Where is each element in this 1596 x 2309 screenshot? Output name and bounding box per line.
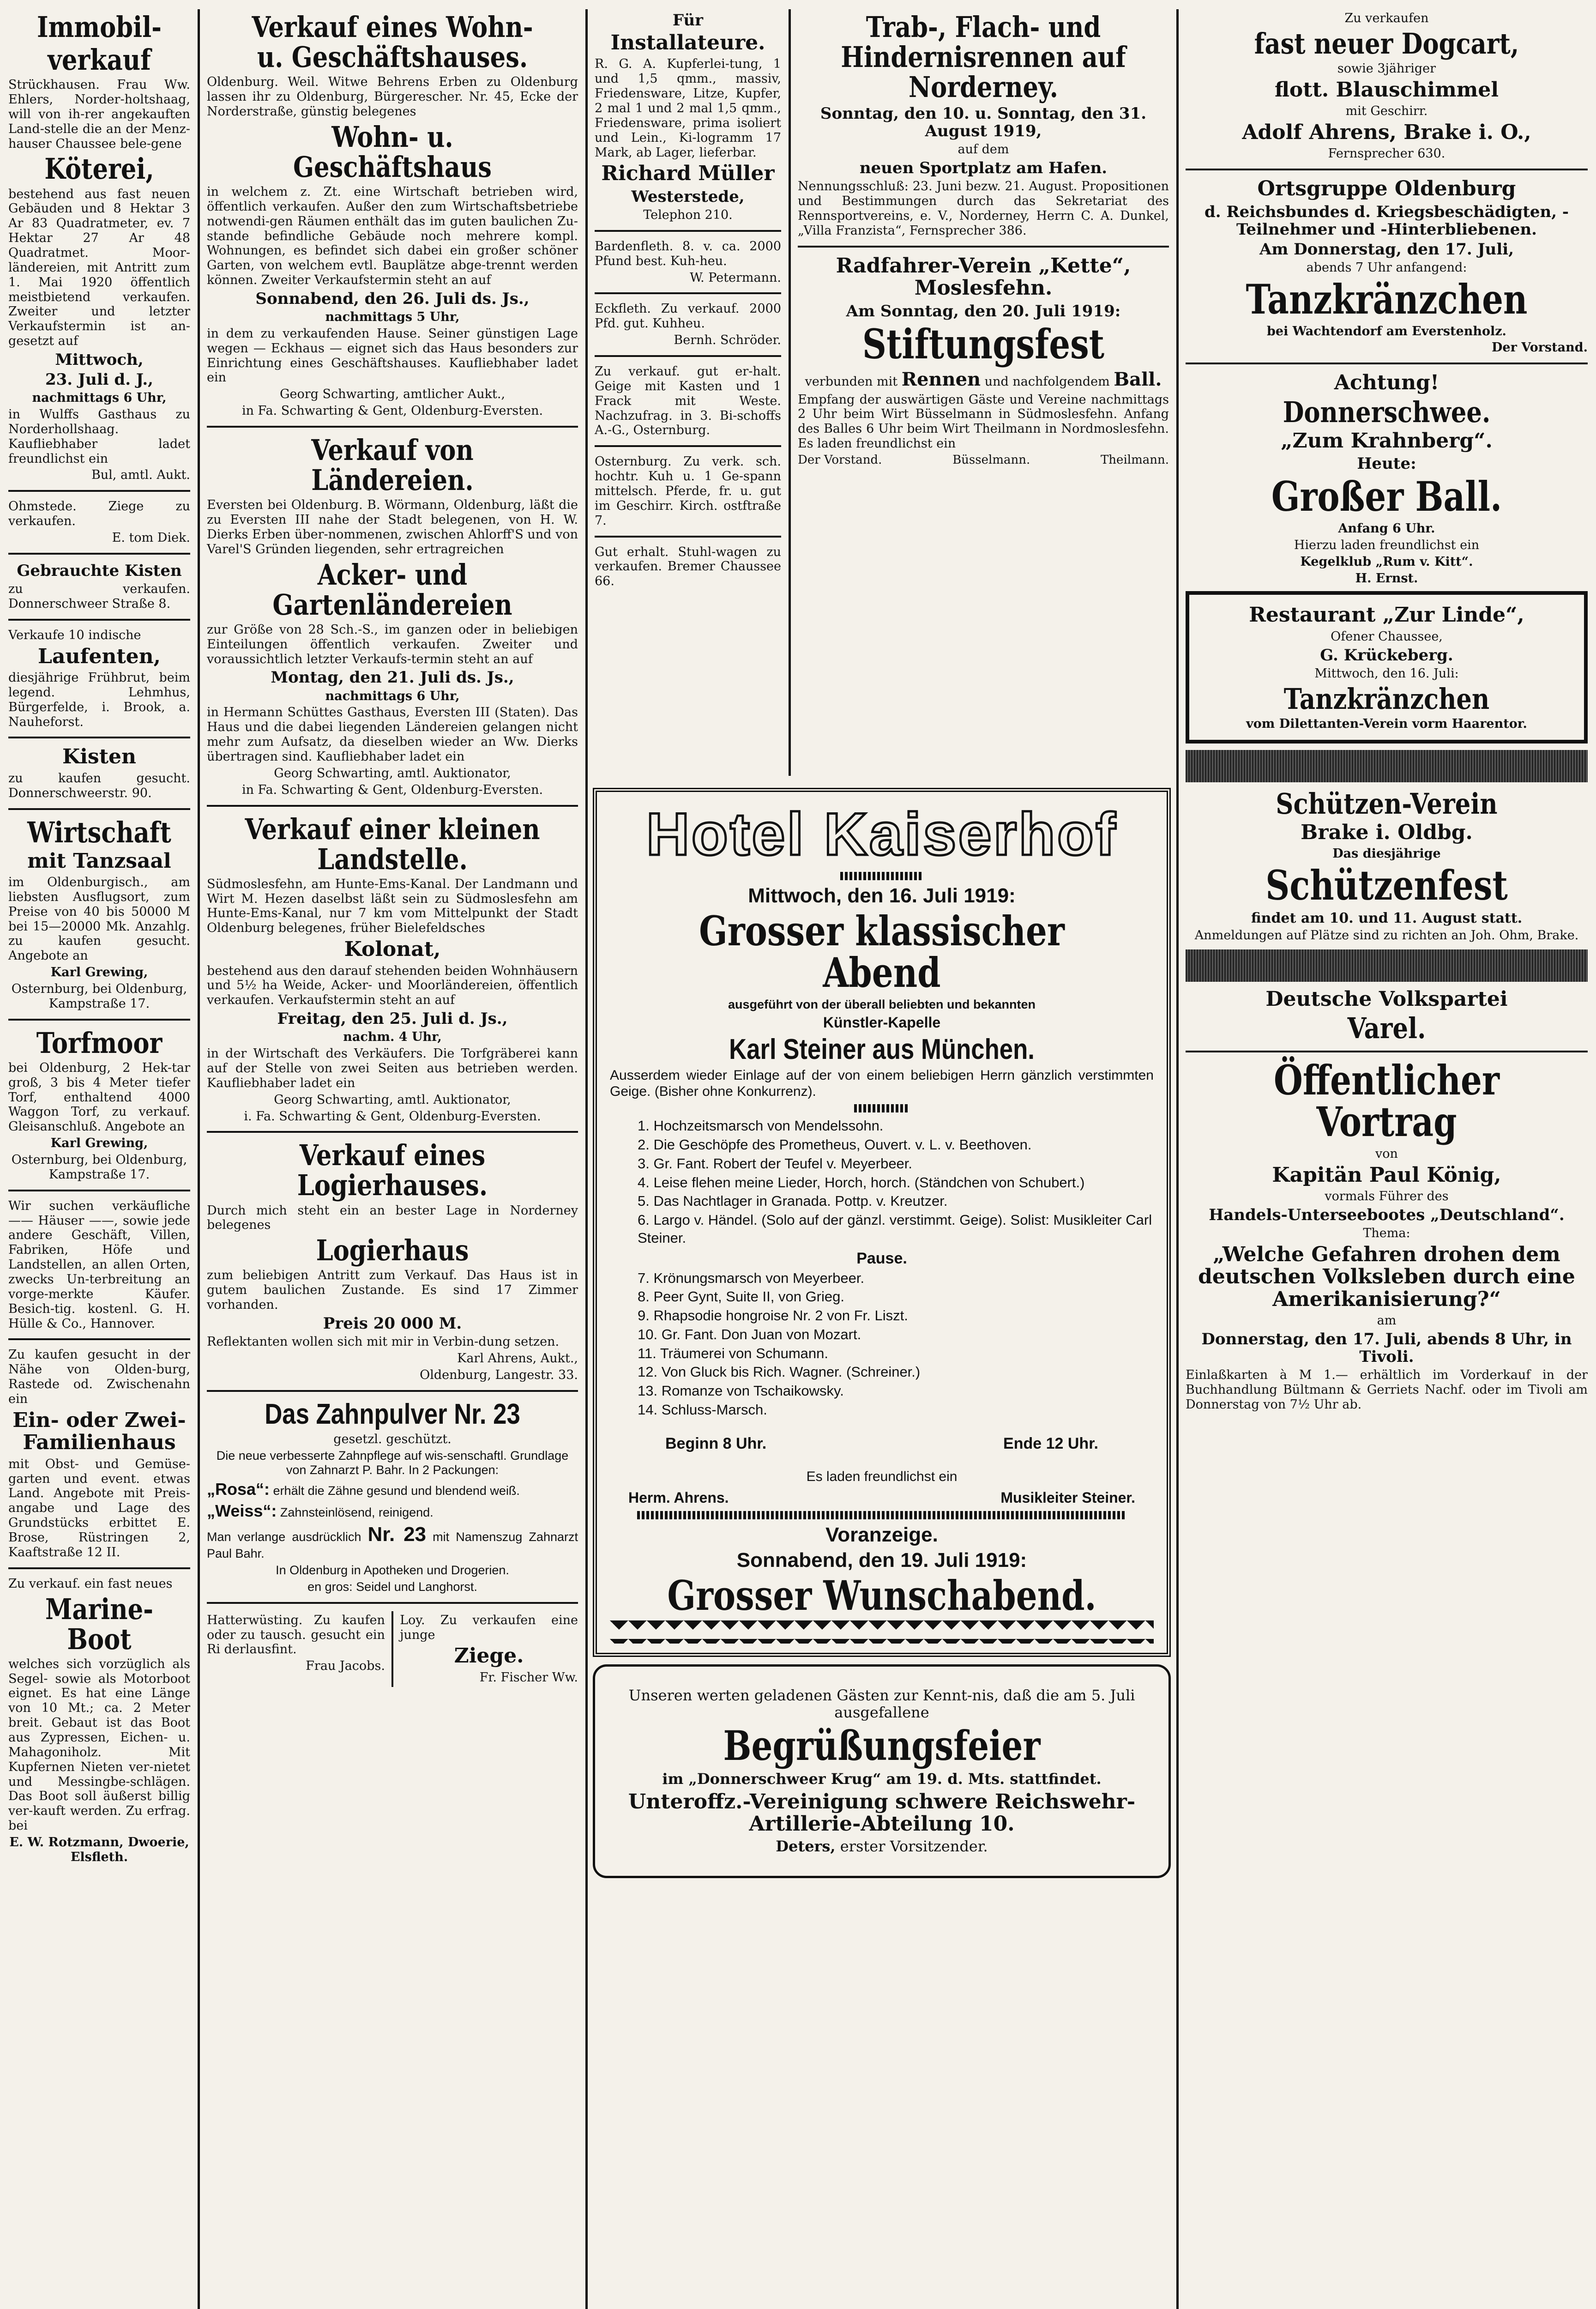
ads-bottom-row: [207, 1611, 578, 1687]
programme-item: 2. Die Geschöpfe des Prometheus, Ouvert. v. L. v. Beethoven.: [638, 1136, 1032, 1153]
ad-heading: Adolf Ahrens, Brake i. O.,: [1242, 121, 1531, 145]
ad-text: welches sich vorzüglich als Segel- sowie als Motorboot eignet. Es hat eine Länge von 10 Mt.; ca. 2 Meter breit. Gebaut ist das Boot aus Zypressen, Eichen- u. Mahagoniholz. Mit Kupfernen Nieten ver-nietet und Messingbe-schlägen. Das Boot soll äußerst billig ver-kauft werden. Zu erfrag. bei: [8, 1656, 190, 1833]
ad-text: Ofener Chaussee,: [1331, 629, 1443, 644]
ad-kisten-gesucht: [8, 746, 190, 800]
ad-heading: verkauf: [48, 43, 151, 77]
ad-heading: Verkauf einer kleinen Landstelle.: [245, 812, 540, 876]
ad-signature: Musikleiter Steiner.: [1000, 1489, 1135, 1506]
ad-heading: Richard Müller: [601, 162, 775, 186]
ad-haeuser: [8, 1199, 190, 1331]
ad-text: Gut erhalt. Stuhl-wagen zu verkaufen. Bremer Chaussee 66.: [595, 544, 781, 589]
ad-heading: Das Zahnpulver Nr. 23: [265, 1398, 520, 1430]
ad-wohn-geschaeftshaus: [207, 12, 578, 418]
ad-signature: Bul, amtl. Aukt.: [91, 468, 190, 483]
pre-date: Sonnabend, den 19. Juli 1919:: [736, 1548, 1027, 1572]
programme-item: 13. Romanze von Tschaikowsky.: [638, 1383, 844, 1399]
ad-heading: Installateure.: [610, 31, 765, 55]
ad-text: zur Größe von 28 Sch.-S., im ganzen oder in beliebigen Einteilungen öffentlich verkaufen. Zweiter und voraussichtlich letzter Verkaufs-termin steht an auf: [207, 622, 578, 666]
ad-heading: Öffentlicher Vortrag: [1274, 1056, 1500, 1146]
ad-text: Zu verkauf. ein fast neues: [8, 1576, 173, 1591]
ad-heading: fast neuer Dogcart,: [1254, 26, 1519, 60]
ad-signature: E. tom Diek.: [112, 531, 190, 545]
nr-23: Nr. 23: [367, 1523, 427, 1546]
ad-text: Reflektanten wollen sich mit mir in Verbin-dung setzen.: [207, 1335, 560, 1349]
divider: [595, 445, 781, 447]
ad-text: Thema:: [1363, 1226, 1410, 1241]
ad-text: in der Wirtschaft des Verkäufers. Die Torfgräberei kann auf der Stelle von zwei Seiten aus betrieben werden. Kaufliebhaber ladet ein: [207, 1046, 578, 1090]
ad-heading: Verkauf eines Wohn- u. Geschäftshauses.: [252, 10, 533, 74]
divider: [207, 1390, 578, 1392]
weiss-text: Zahnsteinlösend, reinigend.: [280, 1505, 434, 1519]
ad-date: Am Sonntag, den 20. Juli 1919:: [846, 302, 1121, 320]
ad-heading: Kapitän Paul König,: [1272, 1163, 1501, 1187]
ad-heading: Acker- und Gartenländereien: [272, 557, 512, 622]
ad-text: bei Wachtendorf am Everstenholz.: [1267, 324, 1506, 338]
ad-time: nachmittags 6 Uhr,: [32, 391, 167, 405]
ad-text: sowie 3jähriger: [1337, 61, 1436, 76]
ad-heading: „Welche Gefahren drohen dem deutschen Volksleben durch eine Amerikanisierung?“: [1198, 1242, 1575, 1311]
divider: [1186, 1051, 1588, 1052]
ad-text: zu verkaufen. Donnerschweer Straße 8.: [8, 582, 190, 611]
ad-heading: Brake i. Oldbg.: [1301, 820, 1473, 844]
ad-text: mit Geschirr.: [1345, 104, 1428, 119]
hotel-name: Hotel Kaiserhof: [646, 800, 1118, 868]
ad-signature: Fr. Fischer Ww.: [479, 1670, 578, 1685]
ad-date: Donnerstag, den 17. Juli, abends 8 Uhr, in Tivoli.: [1201, 1330, 1572, 1366]
ad-signature: in Fa. Schwarting & Gent, Oldenburg-Eversten.: [241, 404, 543, 418]
ad-date: Freitag, den 25. Juli d. Js.,: [277, 1009, 508, 1028]
ad-signature: i. Fa. Schwarting & Gent, Oldenburg-Eversten.: [244, 1109, 541, 1124]
ad-ziege: [8, 499, 190, 545]
ad-text: In Oldenburg in Apotheken und Drogerien.: [276, 1563, 509, 1577]
ad-signatures: [798, 453, 1169, 467]
divider: [8, 1567, 190, 1569]
ad-heading: Stiftungsfest: [862, 320, 1105, 368]
ad-text: bestehend aus fast neuen Gebäuden und 8 Hektar 3 Ar 83 Quadratmeter, ev. 7 Hektar 27 Ar 48 Quadratmet. Moor-ländereien, mit Antritt zum 1. Mai 1920 öffentlich meistbietend verkaufen. Zweiter und letzter Verkaufstermin ist an-gesetzt auf: [8, 187, 190, 349]
ad-logierhaus: [207, 1140, 578, 1382]
divider: [8, 553, 190, 555]
ad-heading: Logierhaus: [316, 1233, 469, 1268]
ad-text: R. G. A. Kupferlei-tung, 1 und 1,5 qmm., massiv, Friedensware, Litze, Kupfer, 2 mal 1 und 2 mal 1,5 qmm., Friedensware, prima isoliert und Lein., Ki-logramm 17 Mark, ab Lager, lieferbar.: [595, 57, 781, 160]
programme-item: 7. Krönungsmarsch von Meyerbeer.: [638, 1269, 865, 1286]
ad-geige: [595, 364, 781, 438]
programme-item: 12. Von Gluck bis Rich. Wagner. (Schreiner.): [638, 1364, 921, 1380]
ad-signature: in Fa. Schwarting & Gent, Oldenburg-Eversten.: [241, 782, 543, 797]
ad-heading: Kolonat,: [344, 937, 441, 961]
pre-announcement: Voranzeige.: [825, 1523, 938, 1547]
programme-item: 6. Largo v. Händel. (Solo auf der gänzl. verstimmt. Geige). Solist: Musikleiter Carl Steiner.: [638, 1212, 1152, 1246]
ad-text: Zu kaufen gesucht in der Nähe von Olden-burg, Rastede od. Zwischenahn ein: [8, 1348, 190, 1407]
programme-item: 10. Gr. Fant. Don Juan von Mozart.: [638, 1326, 861, 1342]
ad-text: Einlaßkarten à M 1.— erhältlich im Vorderkauf in der Buchhandlung Bültmann & Gerriets Nachf. oder im Tivoli am Donnerstag von 7½ Uhr ab.: [1186, 1368, 1588, 1412]
ad-text: zu kaufen gesucht. Donnerschweerstr. 90.: [8, 771, 190, 800]
ad-signature: Osternburg, bei Oldenburg, Kampstraße 17.: [11, 1152, 187, 1182]
programme-item: 1. Hochzeitsmarsch von Mendelssohn.: [638, 1118, 884, 1134]
ad-text: Empfang der auswärtigen Gäste und Vereine nachmittags 2 Uhr beim Wirt Büsselmann in Südmoslesfehn. Anfang des Balles 6 Uhr beim Wirt Theilmann in Nordmoslesfehn. Es laden freundlichst ein: [798, 392, 1169, 451]
ad-text: findet am 10. und 11. August statt.: [1251, 910, 1523, 926]
wide-section: [586, 780, 1177, 2309]
ad-dogcart: [1186, 11, 1588, 161]
ad-heading: Ziege.: [454, 1644, 524, 1668]
ad-date: 23. Juli d. J.,: [45, 370, 154, 389]
ornament: [840, 872, 923, 880]
ad-heading: Radfahrer-Verein „Kette“, Moslesfehn.: [836, 254, 1131, 300]
ad-heading: Tanzkränzchen: [1246, 275, 1528, 323]
ad-time: abends 7 Uhr anfangend:: [1306, 260, 1467, 275]
ad-heading: mit Tanzsaal: [27, 849, 171, 873]
ad-signature: Georg Schwarting, amtl. Auktionator,: [274, 766, 511, 780]
divider: [207, 1602, 578, 1604]
ad-signature: Deters,: [776, 1838, 836, 1856]
ad-signature: Karl Grewing,: [50, 965, 148, 980]
ad-heading: Achtung!: [1334, 371, 1439, 395]
ad-text: bestehend aus den darauf stehenden beiden Wohnhäusern und 5½ ha Weide, Acker- und Moorländereien, öffentlich verkaufen. Verkaufstermin steht an auf: [207, 963, 578, 1008]
weiss-label: „Weiss“:: [207, 1501, 277, 1520]
ad-heading: „Zum Krahnberg“.: [1281, 429, 1493, 453]
ad-text: Das diesjährige: [1332, 846, 1441, 861]
ad-text: auf dem: [958, 142, 1009, 157]
ad-text: Heute:: [1357, 454, 1416, 473]
ad-text: Anfang 6 Uhr.: [1338, 521, 1435, 536]
ad-heading: Trab-, Flach- und Hindernisrennen auf Norderney.: [841, 10, 1126, 104]
ad-laufenten: [8, 628, 190, 730]
ad-text: Durch mich steht ein an bester Lage in Norderney belegenes: [207, 1203, 578, 1233]
column-3: [586, 9, 789, 776]
column-5: [1177, 9, 1596, 2309]
ad-signature: Oldenburg, Langestr. 33.: [420, 1367, 578, 1382]
ad-text: vormals Führer des: [1325, 1189, 1449, 1204]
ad-text: Oldenburg. Weil. Witwe Behrens Erben zu Oldenburg lassen ihr zu Oldenburg, Bürgerescher. Nr. 45, Ecke der Norderstraße, günstig belegenes: [207, 75, 578, 119]
divider: [8, 619, 190, 621]
ad-heading: Kisten: [62, 745, 137, 769]
divider: [595, 292, 781, 294]
divider: [1186, 363, 1588, 364]
divider: [8, 1338, 190, 1340]
artist: Karl Steiner aus München.: [729, 1033, 1035, 1065]
ad-day: Mittwoch,: [55, 351, 144, 369]
ad-heading: Marine-Boot: [45, 1592, 153, 1656]
ad-heading: Donnerschwee.: [1283, 395, 1491, 429]
ad-text: gesetzl. geschützt.: [333, 1432, 452, 1446]
ad-text: Man verlange ausdrücklich: [207, 1530, 361, 1544]
ad-zur-linde: [1186, 591, 1588, 743]
ad-heading: Gebrauchte Kisten: [17, 561, 182, 580]
ad-signature: Theilmann.: [1100, 453, 1169, 467]
ad-heading: Schützen-Verein: [1276, 786, 1498, 821]
ad-heading: Restaurant „Zur Linde“,: [1249, 603, 1524, 627]
divider: [391, 1611, 393, 1687]
ad-text: Eckfleth. Zu verkauf. 2000 Pfd. gut. Kuhheu.: [595, 302, 781, 331]
ad-text: Südmoslesfehn, am Hunte-Ems-Kanal. Der Landmann und Wirt M. Hezen daselbst läßt sein zu Südmoslesfehn am Hunte-Ems-Kanal, nur 7 km vom Mittelpunkt der Stadt Oldenburg belegenes, früher Bielefeldsches: [207, 876, 578, 936]
divider: [595, 355, 781, 357]
ad-signature: Karl Grewing,: [50, 1136, 148, 1151]
ad-begruessungsfeier: [593, 1664, 1171, 1879]
ad-landstelle: [207, 814, 578, 1124]
ad-text: Unseren werten geladenen Gästen zur Kennt-nis, daß die am 5. Juli ausgefallene: [628, 1686, 1135, 1722]
ad-text: mit Obst- und Gemüse-garten und event. etwas Land. Angebote mit Preis-angabe und Lage des Grundstücks erbittet E. Brose, Rüstringen 2, Kaaftstraße 12 II.: [8, 1457, 190, 1559]
ad-text: ausgeführt von der überall beliebten und bekannten: [728, 997, 1036, 1011]
programme-item: 11. Träumerei von Schumann.: [638, 1345, 828, 1361]
ad-heading: Schützenfest: [1265, 861, 1508, 909]
ad-text: Nennungsschluß: 23. Juni bezw. 21. August. Propositionen und Bestimmungen durch das Sekretariat des Rennsportvereins, e. V., Norderney, Herrn C. A. Dunkel, „Villa Franzista“, Fernsprecher 386.: [798, 179, 1169, 238]
zigzag-border: [610, 1620, 1154, 1644]
ad-date: Sonntag, den 10. u. Sonntag, den 31. August 1919,: [820, 104, 1147, 141]
ad-signature: Frau Jacobs.: [306, 1659, 385, 1674]
ad-text: Eversten bei Oldenburg. B. Wörmann, Oldenburg, läßt die zu Eversten III nahe der Stadt belegenen, von H. W. Dierks Erben über-nommenen, zwischen Ahlorff'S und von Varel'S Gründen liegenden, sehr ertragreichen: [207, 498, 578, 556]
ad-text: Hatterwüsting. Zu kaufen oder zu tausch. gesucht ein Ri derlausfint.: [207, 1613, 385, 1657]
ad-signature: Der Vorstand.: [1492, 340, 1588, 355]
ad-text: Anmeldungen auf Plätze sind zu richten an Joh. Ohm, Brake.: [1194, 928, 1579, 943]
ad-date: Montag, den 21. Juli ds. Js.,: [271, 668, 514, 687]
ad-text: Es laden freundlichst ein: [806, 1469, 958, 1484]
programme-item: 14. Schluss-Marsch.: [638, 1401, 767, 1418]
programme-item: 4. Leise flehen meine Lieder, Horch, horch. (Ständchen von Schubert.): [638, 1174, 1085, 1191]
ad-text: Zu verkaufen: [1344, 11, 1429, 25]
ad-schuetzenverein: [1186, 786, 1588, 943]
ad-text: am: [1377, 1313, 1397, 1328]
ad-text: Loy. Zu verkaufen eine junge: [400, 1613, 578, 1642]
ad-signature-title: erster Vorsitzender.: [840, 1838, 988, 1856]
end-time: Ende 12 Uhr.: [1003, 1434, 1098, 1452]
ad-krahnberg: [1186, 372, 1588, 586]
divider: [1186, 169, 1588, 170]
ad-heading: Laufenten,: [38, 644, 161, 668]
organisation: Unteroffz.-Vereinigung schwere Reichswehr-Artillerie-Abteilung 10.: [628, 1789, 1136, 1836]
ad-signature: Kegelklub „Rum v. Kitt“.: [1300, 554, 1473, 569]
begin-time: Beginn 8 Uhr.: [665, 1434, 767, 1452]
ad-rennen-norderney: [798, 12, 1169, 238]
programme-part-1: [638, 1117, 1154, 1247]
ad-heading: Wirtschaft: [27, 815, 171, 849]
ad-volkspartei: [1186, 987, 1588, 1046]
ad-heading: Deutsche Volkspartei: [1265, 987, 1508, 1011]
ad-heading: neuen Sportplatz am Hafen.: [859, 159, 1108, 178]
ad-text: zum beliebigen Antritt zum Verkauf. Das Haus ist in gutem baulichen Zustande. Es sind 17 Zimmer vorhanden.: [207, 1268, 578, 1312]
ad-vortrag: [1186, 1056, 1588, 1412]
ad-heading: flott. Blauschimmel: [1274, 78, 1499, 102]
rennen-label: Rennen: [901, 369, 981, 391]
ad-signature: Bernh. Schröder.: [674, 333, 781, 348]
ad-heading: Varel.: [1347, 1011, 1426, 1046]
programme-item: 9. Rhapsodie hongroise Nr. 2 von Fr. Liszt.: [638, 1307, 908, 1324]
ad-text: in welchem z. Zt. eine Wirtschaft betrieben wird, öffentlich verkaufen. Außer den zum Wirtschaftsbetriebe notwendi-gen Räumen enthält das im guten baulichen Zu-stande befindliche Gebäude noch mehrere kompl. Wohnungen, es befindet sich dabei ein großer schöner Garten, von welchem evtl. Bauplätze abge-trennt werden können. Zweiter Verkaufstermin steht an auf: [207, 184, 578, 288]
ad-text: Strückhausen. Frau Ww. Ehlers, Norder-holtshaag, will von ih-rer angekauften Land-stelle die an der Menz-hauser Chaussee bele-gene: [8, 78, 190, 151]
ad-heading: Verkauf eines Logierhauses.: [297, 1138, 488, 1203]
ad-hatterwuesting: [207, 1611, 385, 1687]
divider: [207, 426, 578, 428]
ad-marine-boot: [8, 1577, 190, 1865]
ad-text: diesjährige Frühbrut, beim legend. Lehmhus, Bürgerfelde, i. Brook, a. Nauheforst.: [8, 670, 190, 729]
ornament: [637, 1511, 1126, 1519]
ad-time: nachmittags 6 Uhr,: [325, 689, 460, 703]
ad-signature: Herm. Ahrens.: [628, 1489, 729, 1506]
ad-torfmoor: [8, 1028, 190, 1182]
column-2: [199, 9, 586, 2309]
ad-text: Wir suchen verkäufliche —— Häuser ——, sowie jede andere Geschäft, Villen, Fabriken, Höfe und Landstellen, an allen Orten, zwecks Un-terbreitung an vorge-merkte Käufer. Besich-tig. kostenl. G. H. Hülle & Co., Hannover.: [8, 1198, 190, 1331]
ad-date: Mittwoch, den 16. Juli:: [1314, 666, 1459, 681]
ad-kuhheu-1: [595, 239, 781, 285]
ad-heading: Großer Ball.: [1271, 472, 1502, 521]
programme-part-2: [638, 1269, 1154, 1419]
ad-text: Bardenfleth. 8. v. ca. 2000 Pfund best. Kuh-heu.: [595, 239, 781, 268]
ad-heading: Köterei,: [44, 152, 154, 186]
ad-heading: Für: [672, 11, 704, 30]
ad-heading: d. Reichsbundes d. Kriegsbeschädigten, -Teilnehmer und -Hinterbliebenen.: [1204, 202, 1569, 239]
ad-loy-ziege: [400, 1611, 578, 1687]
ad-text: Telephon 210.: [643, 207, 733, 222]
programme-item: 5. Das Nachtlager in Granada. Pottp. v. Kreutzer.: [638, 1193, 948, 1209]
ad-text: und nachfolgendem: [984, 375, 1110, 389]
ad-signature: Büsselmann.: [952, 453, 1030, 467]
ad-heading: Handels-Unterseebootes „Deutschland“.: [1209, 1205, 1565, 1224]
ornament-bar: [1186, 750, 1588, 782]
ad-installateure: [595, 12, 781, 223]
ad-text: Fernsprecher 630.: [1328, 146, 1445, 161]
ad-text: vom Dilettanten-Verein vorm Haarentor.: [1246, 716, 1527, 731]
ad-kuh-pferde: [595, 454, 781, 528]
ad-text: mit Namenszug Zahnarzt Paul Bahr.: [207, 1530, 578, 1561]
times-row: [665, 1435, 1098, 1453]
ball-label: Ball.: [1114, 369, 1162, 391]
ad-text: Osternburg. Zu verk. sch. hochtr. Kuh u. 1 Ge-spann mittelsch. Pferde, fr. u. gut im Geschirr. Kirch. ostftraße 7.: [595, 454, 781, 528]
ad-familienhaus: [8, 1348, 190, 1559]
ad-time: nachm. 4 Uhr,: [343, 1030, 442, 1045]
kapelle: Künstler-Kapelle: [823, 1014, 941, 1031]
ad-radfahrer-verein: [798, 255, 1169, 467]
ad-text: Die neue verbesserte Zahnpflege auf wis-senschaftl. Grundlage von Zahnarzt P. Bahr. In 2 Packungen:: [216, 1448, 569, 1477]
ad-heading: Tanzkränzchen: [1283, 682, 1490, 716]
ad-date: Am Donnerstag, den 17. Juli,: [1259, 240, 1514, 259]
ad-text: in Wulffs Gasthaus zu Norderhollshaag. Kaufliebhaber ladet freundlichst ein: [8, 407, 190, 466]
rosa-text: erhält die Zähne gesund und blendend weiß.: [273, 1484, 520, 1498]
ad-stuhlwagen: [595, 545, 781, 589]
ad-heading: Ein- oder Zwei-Familienhaus: [12, 1408, 186, 1455]
programme-item: 8. Peer Gynt, Suite II, von Grieg.: [638, 1288, 844, 1305]
ad-text: Ohmstede. Ziege zu verkaufen.: [8, 499, 190, 529]
ad-signature: H. Ernst.: [1355, 571, 1418, 586]
ad-text: verbunden mit: [805, 375, 898, 389]
ad-signature: Georg Schwarting, amtlicher Aukt.,: [279, 387, 506, 402]
ad-wirtschaft: [8, 817, 190, 1011]
ad-signature: Georg Schwarting, amtl. Auktionator,: [274, 1092, 511, 1107]
divider: [798, 246, 1169, 248]
ad-heading: Immobil-: [36, 10, 162, 44]
ad-signature: Karl Ahrens, Aukt.,: [457, 1351, 578, 1366]
ornament-bar: [1186, 949, 1588, 982]
ad-text: en gros: Seidel und Langhorst.: [307, 1579, 477, 1594]
event-title: Grosser klassischer Abend: [699, 907, 1065, 997]
divider: [8, 490, 190, 492]
rosa-label: „Rosa“:: [207, 1480, 270, 1499]
ad-text: im „Donnerschweer Krug“ am 19. d. Mts. stattfindet.: [662, 1770, 1102, 1788]
ad-kisten: [8, 562, 190, 611]
divider: [8, 808, 190, 810]
ad-heading: Ortsgruppe Oldenburg: [1257, 177, 1516, 201]
ad-signature: W. Petermann.: [690, 270, 781, 285]
ad-heading: Torfmoor: [36, 1026, 163, 1060]
ad-time: nachmittags 5 Uhr,: [325, 310, 460, 325]
ad-date: Sonnabend, den 26. Juli ds. Js.,: [255, 289, 530, 308]
ad-kuhheu-2: [595, 302, 781, 348]
ad-hotel-kaiserhof: [593, 788, 1171, 1657]
divider: [8, 737, 190, 738]
column-4: [789, 9, 1177, 776]
ad-price: Preis 20 000 M.: [323, 1314, 462, 1333]
event-date: Mittwoch, den 16. Juli 1919:: [748, 884, 1016, 907]
ad-heading: Verkauf von Ländereien.: [311, 433, 474, 497]
ad-text: Zu verkauf. gut er-halt. Geige mit Kasten und 1 Frack mit Weste. Nachzufrag. in 3. Bi-schoffs A.-G., Osternburg.: [595, 364, 781, 438]
divider: [8, 1190, 190, 1191]
ad-heading: G. Krückeberg.: [1320, 646, 1453, 665]
ad-text: Ausserdem wieder Einlage auf der von einem beliebigen Herrn gänzlich verstimmten Geige. (Bisher ohne Konkurrenz).: [610, 1067, 1154, 1099]
programme-item: 3. Gr. Fant. Robert der Teufel v. Meyerbeer.: [638, 1155, 913, 1172]
ad-text: Hierzu laden freundlichst ein: [1294, 538, 1480, 552]
pause-label: Pause.: [856, 1249, 907, 1267]
divider: [207, 1131, 578, 1133]
ad-heading: Westerstede,: [631, 187, 745, 206]
ad-immobilienverkauf: [8, 12, 190, 483]
ad-zahnpulver: [207, 1399, 578, 1595]
divider: [595, 536, 781, 538]
divider: [207, 805, 578, 807]
divider: [8, 1019, 190, 1021]
ad-text: Verkaufe 10 indische: [8, 628, 141, 642]
column-1: [0, 9, 199, 2309]
ad-ortsgruppe: [1186, 178, 1588, 355]
signatures-row: [628, 1489, 1135, 1506]
ad-text: in Hermann Schüttes Gasthaus, Eversten III (Staten). Das Haus und die dabei liegenden Ländereien gelangen nicht mehr zum Aufsatz, da dieselben wieder an Ww. Dierks übertragen sind. Kaufliebhaber ladet ein: [207, 705, 578, 764]
ad-text: von: [1375, 1146, 1398, 1161]
ad-text: in dem zu verkaufenden Hause. Seiner günstigen Lage wegen — Eckhaus — eignet sich das Haus besonders zur Einrichtung eines Geschäftshauses. Kaufliebhaber ladet ein: [207, 326, 578, 385]
pre-title: Grosser Wunschabend.: [667, 1571, 1096, 1620]
ad-heading: Begrüßungsfeier: [723, 1722, 1041, 1770]
ad-text: im Oldenburgisch., am liebsten Ausflugsort, zum Preise von 40 bis 50000 M bei 15—20000 Mk. Anzahlg. zu kaufen gesucht. Angebote an: [8, 875, 190, 963]
ad-text: bei Oldenburg, 2 Hek-tar groß, 3 bis 4 Meter tiefer Torf, enthaltend 4000 Waggon Torf, zu verkauf. Gleisanschluß. Angebote an: [8, 1060, 190, 1134]
ad-heading: Wohn- u. Geschäftshaus: [293, 120, 492, 184]
ad-laendereien: [207, 435, 578, 797]
ad-signature: Der Vorstand.: [798, 453, 882, 467]
ad-signature: Osternburg, bei Oldenburg, Kampstraße 17.: [11, 982, 187, 1011]
ornament: [854, 1104, 909, 1112]
divider: [595, 230, 781, 232]
ad-signature: E. W. Rotzmann, Dwoerie, Elsfleth.: [9, 1835, 189, 1864]
